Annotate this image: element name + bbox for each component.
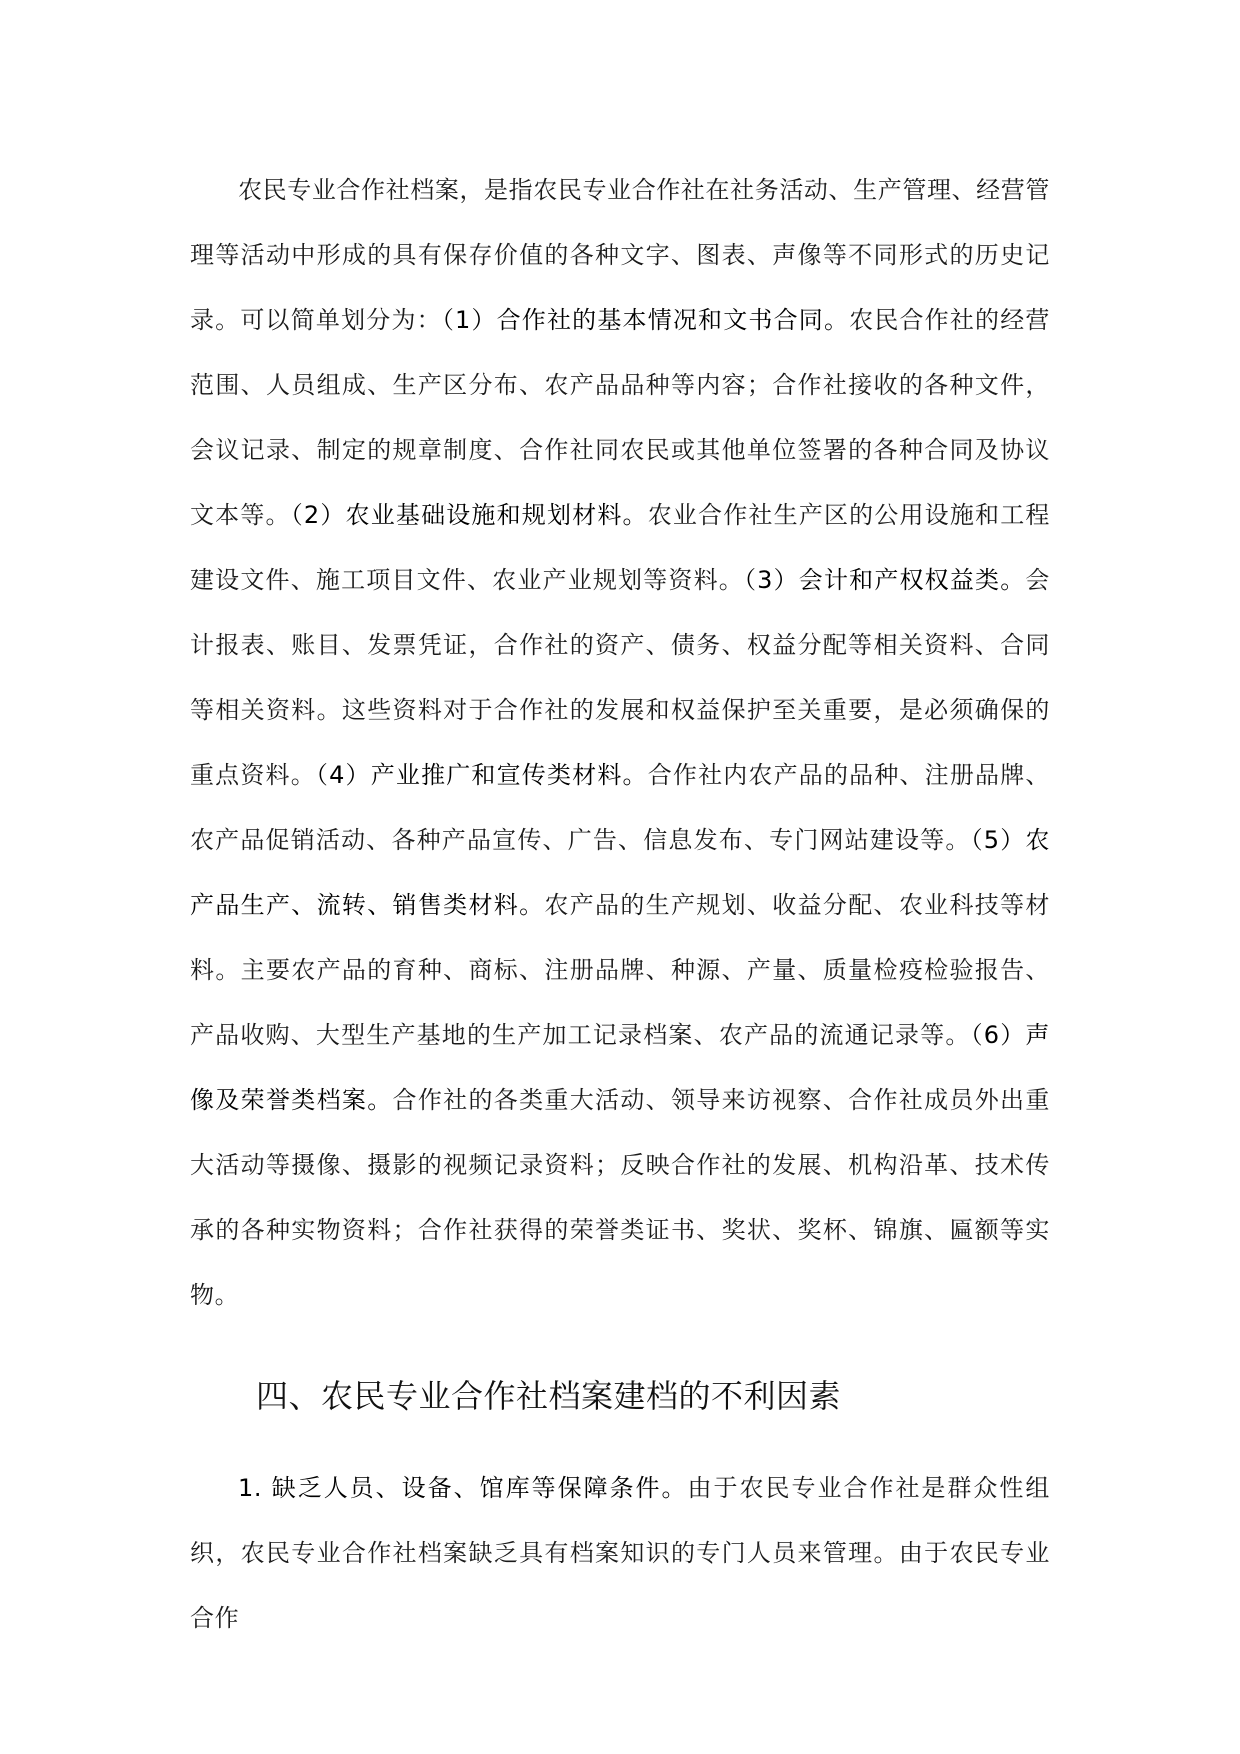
body-paragraph (190, 1456, 1050, 1651)
paragraph-text: 合作社的各类重大活动、领导来访视察、合作社成员外出重大活动等摄像、摄影的视频记录资料；反映合作社的发展、机构沿革、技术传承的各种实物资料；合作社获得的荣誉类证书、奖状、奖杯、锦旗、匾额等实物。 (190, 1086, 1050, 1309)
document-page (190, 158, 1050, 1651)
bold-subtitle: （2）农业基础设施和规划材料。 (290, 501, 648, 529)
bold-subtitle: （5）农产品生产、流转、销售类材料。 (190, 826, 1050, 919)
paragraph-text: 农业合作社生产区的公用设施和工程建设文件、施工项目文件、农业产业规划等资料。 (190, 501, 1050, 594)
paragraph-text: 农民合作社的经营范围、人员组成、生产区分布、农产品品种等内容；合作社接收的各种文件，会议记录、制定的规章制度、合作社同农民或其他单位签署的各种合同及协议文本等。 (190, 306, 1050, 529)
paragraph-text: 农产品的生产规划、收益分配、农业科技等材料。主要农产品的育种、商标、注册品牌、种源、产量、质量检疫检验报告、产品收购、大型生产基地的生产加工记录档案、农产品的流通记录等。 (190, 891, 1051, 1049)
section-heading: 四、农民专业合作社档案建档的不利因素 (256, 1377, 842, 1415)
body-paragraph (190, 158, 1050, 1328)
bold-subtitle: （6）声像及荣誉类档案。 (190, 1021, 1050, 1114)
bold-subtitle: （4）产业推广和宣传类材料。 (315, 761, 648, 789)
paragraph-text: 会计报表、账目、发票凭证，合作社的资产、债务、权益分配等相关资料、合同等相关资料。这些资料对于合作社的发展和权益保护至关重要，是必须确保的重点资料。 (190, 566, 1051, 789)
paragraph-text: 由于农民专业合作社是群众性组织，农民专业合作社档案缺乏具有档案知识的专门人员来管理。由于农民专业合作 (190, 1474, 1050, 1632)
bold-subtitle: 1. 缺乏人员、设备、馆库等保障条件。 (238, 1474, 688, 1502)
bold-subtitle: （3）会计和产权权益类。 (743, 566, 1026, 594)
paragraph-text: 合作社内农产品的品种、注册品牌、农产品促销活动、各种产品宣传、广告、信息发布、专门网站建设等。 (190, 761, 1051, 854)
paragraph-text: 农民专业合作社档案，是指农民专业合作社在社务活动、生产管理、经营管理等活动中形成的具有保存价值的各种文字、图表、声像等不同形式的历史记录。可以简单划分为： (190, 176, 1050, 334)
bold-subtitle: （1）合作社的基本情况和文书合同。 (441, 306, 850, 334)
